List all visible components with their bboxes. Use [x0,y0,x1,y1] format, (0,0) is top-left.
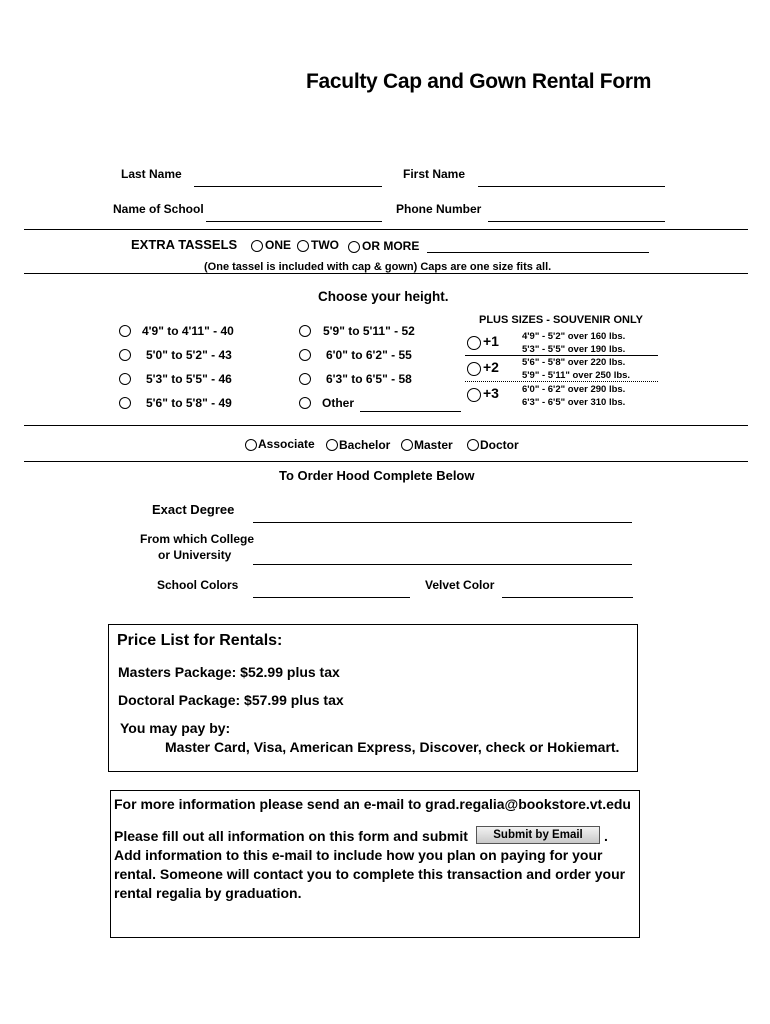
plus-size-radio[interactable] [467,362,481,376]
last-name-label: Last Name [121,167,182,181]
divider [24,229,748,230]
plus-sizes-heading: PLUS SIZES - SOUVENIR ONLY [479,314,644,326]
plus-size-detail: 5'6" - 5'8" over 220 lbs. [522,357,626,368]
divider [24,425,748,426]
info-line: rental regalia by graduation. [114,885,302,901]
plus-size-detail: 6'0" - 6'2" over 290 lbs. [522,384,626,395]
tassel-more-radio[interactable] [348,241,360,253]
velvet-color-label: Velvet Color [425,578,495,592]
exact-degree-label: Exact Degree [152,502,235,517]
height-option: 6'3" to 6'5" - 58 [326,372,412,386]
school-name-input[interactable] [206,221,382,222]
tassel-more-label: OR MORE [362,239,420,253]
degree-associate-radio[interactable] [245,439,257,451]
height-option: 4'9" to 4'11" - 40 [142,324,234,338]
height-radio[interactable] [119,397,131,409]
tassels-label: EXTRA TASSELS [131,237,238,252]
height-radio[interactable] [299,349,311,361]
tassel-one-radio[interactable] [251,240,263,252]
height-option: 6'0" to 6'2" - 55 [326,348,412,362]
tassel-one-label: ONE [265,238,292,252]
submit-period: . [604,828,608,844]
degree-associate-label: Associate [258,437,315,451]
plus-size-radio[interactable] [467,388,481,402]
masters-price: Masters Package: $52.99 plus tax [118,664,340,680]
tassel-note: (One tassel is included with cap & gown) Caps are one size fits all. [204,261,552,273]
divider [24,273,748,274]
degree-doctor-radio[interactable] [467,439,479,451]
tassel-quantity-input[interactable] [427,252,649,253]
phone-label: Phone Number [396,202,482,216]
info-line: rental. Someone will contact you to complete this transaction and order your [114,866,626,882]
first-name-input[interactable] [478,186,665,187]
info-line: Add information to this e-mail to include how you plan on paying for your [114,847,603,863]
height-heading: Choose your height. [318,289,449,304]
plus-size-detail: 6'3" - 6'5" over 310 lbs. [522,397,626,408]
hood-heading: To Order Hood Complete Below [279,468,475,483]
pay-by-label: You may pay by: [120,720,231,736]
height-other-input[interactable] [360,411,461,412]
college-label: From which College [140,532,255,546]
college-input[interactable] [253,564,632,565]
school-colors-input[interactable] [253,597,410,598]
height-radio[interactable] [119,325,131,337]
height-option: 5'6" to 5'8" - 49 [146,396,232,410]
degree-master-label: Master [414,438,453,452]
divider [465,381,658,382]
price-list-heading: Price List for Rentals: [117,632,283,649]
height-radio[interactable] [299,373,311,385]
plus-size-label: +2 [483,359,499,375]
height-radio[interactable] [119,349,131,361]
height-option: 5'9" to 5'11" - 52 [323,324,415,338]
payment-methods: Master Card, Visa, American Express, Discover, check or Hokiemart. [165,739,620,755]
first-name-label: First Name [403,167,466,181]
degree-bachelor-radio[interactable] [326,439,338,451]
height-radio[interactable] [299,325,311,337]
school-colors-label: School Colors [157,578,239,592]
divider [24,461,748,462]
velvet-color-input[interactable] [502,597,633,598]
height-radio[interactable] [119,373,131,385]
submit-by-email-button[interactable]: Submit by Email [476,826,600,844]
submit-instruction: Please fill out all information on this form and submit [114,828,468,844]
height-other-label: Other [322,396,355,410]
last-name-input[interactable] [194,186,382,187]
divider [465,355,658,356]
page-title: Faculty Cap and Gown Rental Form [306,70,652,93]
degree-doctor-label: Doctor [480,438,519,452]
degree-bachelor-label: Bachelor [339,438,391,452]
phone-input[interactable] [488,221,665,222]
school-name-label: Name of School [113,202,204,216]
plus-size-detail: 5'3" - 5'5" over 190 lbs. [522,344,626,355]
plus-size-detail: 4'9" - 5'2" over 160 lbs. [522,331,626,342]
plus-size-label: +1 [483,333,499,349]
tassel-two-radio[interactable] [297,240,309,252]
height-option: 5'3" to 5'5" - 46 [146,372,232,386]
degree-master-radio[interactable] [401,439,413,451]
plus-size-label: +3 [483,385,499,401]
exact-degree-input[interactable] [253,522,632,523]
height-radio-other[interactable] [299,397,311,409]
plus-size-radio[interactable] [467,336,481,350]
college-label-2: or University [158,548,232,562]
email-info: For more information please send an e-mail to grad.regalia@bookstore.vt.edu [114,796,631,812]
tassel-two-label: TWO [311,238,339,252]
plus-size-detail: 5'9" - 5'11" over 250 lbs. [522,370,631,381]
doctoral-price: Doctoral Package: $57.99 plus tax [118,692,344,708]
info-box [110,790,640,938]
height-option: 5'0" to 5'2" - 43 [146,348,232,362]
